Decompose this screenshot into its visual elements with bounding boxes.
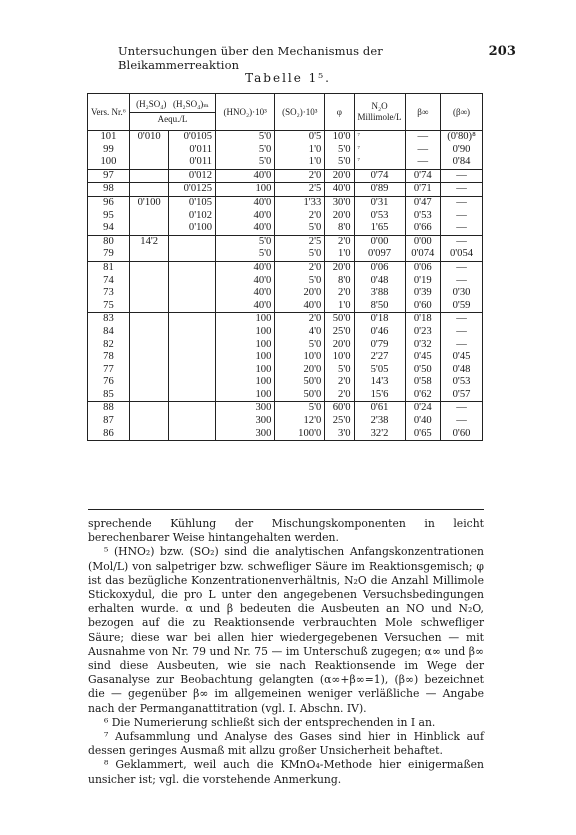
cell-vers: 100: [88, 156, 130, 169]
cell-h2so4m: 0'102: [169, 210, 216, 223]
cell-beta-inf-paren: —: [441, 261, 483, 274]
cell-h2so4m: [169, 339, 216, 352]
data-table: [87, 93, 483, 441]
cell-phi: 5'0: [325, 156, 354, 169]
cell-beta-inf-paren: 0'57: [441, 389, 483, 402]
cell-phi: 10'0: [325, 351, 354, 364]
cell-phi: 10'0: [325, 131, 354, 144]
table-body: [88, 131, 483, 441]
cell-n2o: 0'46: [354, 326, 405, 339]
cell-n2o: 0'06: [354, 261, 405, 274]
cell-h2so4: [129, 402, 169, 415]
cell-phi: 50'0: [325, 313, 354, 326]
header-n2o: N₂O Millimole/L: [354, 94, 405, 131]
cell-hno2: 40'0: [216, 261, 275, 274]
table-row: [88, 144, 483, 157]
header-aequ: Aequ./L: [157, 114, 188, 124]
cell-so2: 2'0: [275, 313, 325, 326]
table-row: [88, 376, 483, 389]
cell-h2so4m: 0'0105: [169, 131, 216, 144]
cell-phi: 20'0: [325, 261, 354, 274]
cell-so2: 50'0: [275, 389, 325, 402]
header-beta-inf-paren: (β∞): [441, 94, 483, 131]
cell-phi: 20'0: [325, 169, 354, 183]
cell-hno2: 100: [216, 339, 275, 352]
cell-phi: 2'0: [325, 235, 354, 248]
cell-h2so4: [129, 248, 169, 261]
cell-n2o: 3'88: [354, 287, 405, 300]
cell-h2so4: [129, 183, 169, 197]
cell-beta-inf: 0'62: [405, 389, 441, 402]
cell-vers: 96: [88, 196, 130, 209]
cell-h2so4m: 0'011: [169, 156, 216, 169]
cell-h2so4m: [169, 428, 216, 441]
cell-hno2: 300: [216, 415, 275, 428]
cell-beta-inf-paren: —: [441, 235, 483, 248]
table-row: [88, 275, 483, 288]
cell-n2o: 0'89: [354, 183, 405, 197]
running-title: Untersuchungen über den Mechanismus der Bleikammerreaktion: [118, 44, 383, 72]
cell-h2so4m: [169, 376, 216, 389]
cell-h2so4: [129, 351, 169, 364]
cell-so2: 1'0: [275, 156, 325, 169]
cell-beta-inf-paren: —: [441, 402, 483, 415]
cell-beta-inf-paren: —: [441, 339, 483, 352]
cell-hno2: 40'0: [216, 169, 275, 183]
table-row: [88, 428, 483, 441]
cell-beta-inf: 0'24: [405, 402, 441, 415]
cell-n2o: ⁷: [354, 156, 405, 169]
cell-h2so4m: [169, 402, 216, 415]
cell-beta-inf-paren: —: [441, 222, 483, 235]
cell-beta-inf-paren: 0'60: [441, 428, 483, 441]
cell-hno2: 100: [216, 389, 275, 402]
cell-beta-inf: 0'66: [405, 222, 441, 235]
cell-beta-inf-paren: —: [441, 169, 483, 183]
cell-phi: 20'0: [325, 339, 354, 352]
cell-hno2: 100: [216, 376, 275, 389]
cell-vers: 81: [88, 261, 130, 274]
cell-hno2: 40'0: [216, 275, 275, 288]
footnotes: [88, 517, 484, 787]
cell-h2so4m: 0'012: [169, 169, 216, 183]
cell-n2o: 0'61: [354, 402, 405, 415]
table-row: [88, 326, 483, 339]
cell-h2so4: [129, 144, 169, 157]
table-row: [88, 261, 483, 274]
cell-so2: 1'33: [275, 196, 325, 209]
table-row: [88, 131, 483, 144]
cell-h2so4: 14'2: [129, 235, 169, 248]
cell-so2: 2'5: [275, 183, 325, 197]
cell-h2so4m: [169, 261, 216, 274]
cell-n2o: ⁷: [354, 144, 405, 157]
cell-so2: 5'0: [275, 222, 325, 235]
cell-so2: 100'0: [275, 428, 325, 441]
cell-so2: 20'0: [275, 287, 325, 300]
cell-h2so4: [129, 300, 169, 313]
cell-so2: 20'0: [275, 364, 325, 377]
cell-n2o: 5'05: [354, 364, 405, 377]
cell-vers: 73: [88, 287, 130, 300]
cell-vers: 87: [88, 415, 130, 428]
cell-hno2: 5'0: [216, 248, 275, 261]
table-row: [88, 389, 483, 402]
cell-h2so4: [129, 376, 169, 389]
cell-phi: 2'0: [325, 287, 354, 300]
cell-h2so4m: [169, 235, 216, 248]
cell-hno2: 5'0: [216, 156, 275, 169]
cell-h2so4m: [169, 300, 216, 313]
cell-so2: 4'0: [275, 326, 325, 339]
cell-h2so4m: 0'105: [169, 196, 216, 209]
cell-vers: 80: [88, 235, 130, 248]
cell-so2: 5'0: [275, 275, 325, 288]
cell-beta-inf: 0'39: [405, 287, 441, 300]
cell-n2o: 32'2: [354, 428, 405, 441]
cell-h2so4m: [169, 326, 216, 339]
cell-n2o: 0'31: [354, 196, 405, 209]
cell-so2: 12'0: [275, 415, 325, 428]
cell-hno2: 100: [216, 364, 275, 377]
cell-h2so4m: [169, 275, 216, 288]
cell-phi: 8'0: [325, 222, 354, 235]
cell-beta-inf-paren: 0'59: [441, 300, 483, 313]
cell-beta-inf-paren: 0'054: [441, 248, 483, 261]
cell-h2so4m: [169, 287, 216, 300]
footnote-6: ⁶ Die Numerierung schließt sich der entsprechenden in I an.: [104, 715, 436, 729]
cell-beta-inf: 0'23: [405, 326, 441, 339]
table-row: [88, 339, 483, 352]
cell-beta-inf-paren: —: [441, 196, 483, 209]
cell-h2so4: [129, 389, 169, 402]
cell-vers: 74: [88, 275, 130, 288]
cell-so2: 5'0: [275, 248, 325, 261]
cell-vers: 94: [88, 222, 130, 235]
cell-h2so4m: [169, 389, 216, 402]
header-phi: φ: [325, 94, 354, 131]
cell-phi: 1'0: [325, 248, 354, 261]
cell-so2: 5'0: [275, 402, 325, 415]
cell-n2o: 0'79: [354, 339, 405, 352]
table-row: [88, 313, 483, 326]
cell-phi: 60'0: [325, 402, 354, 415]
cell-n2o: 14'3: [354, 376, 405, 389]
cell-vers: 77: [88, 364, 130, 377]
table-row: [88, 248, 483, 261]
table-row: [88, 183, 483, 197]
cell-h2so4: 0'100: [129, 196, 169, 209]
table-row: [88, 222, 483, 235]
cell-vers: 83: [88, 313, 130, 326]
cell-vers: 86: [88, 428, 130, 441]
cell-beta-inf: 0'40: [405, 415, 441, 428]
cell-vers: 76: [88, 376, 130, 389]
cell-phi: 25'0: [325, 326, 354, 339]
cell-beta-inf-paren: 0'45: [441, 351, 483, 364]
cell-hno2: 40'0: [216, 196, 275, 209]
cell-beta-inf: 0'58: [405, 376, 441, 389]
cell-phi: 2'0: [325, 376, 354, 389]
table-caption: Tabelle 1⁵.: [245, 71, 331, 85]
table-row: [88, 364, 483, 377]
cell-beta-inf: 0'19: [405, 275, 441, 288]
cell-vers: 75: [88, 300, 130, 313]
footnote-5: ⁵ (HNO₂) bzw. (SO₂) sind die analytischen Anfangskonzentrationen (Mol/L) von salpetriger bzw. schwefliger Säure im Reaktionsgemisch; φ ist das bezügliche Konzentrationenverhältnis, N₂O die Anzahl Millimole Stickoxydul, die pro L unter den angegebenen Versuchsbedingungen erhalten wurde. α und β bedeuten die Ausbeuten an NO und N₂O, bezogen auf die zu Reaktionsende verbrauchten Mole schwefliger Säure; diese war bei allen hier wiedergegebenen Versuchen — mit Ausnahme von Nr. 79 und Nr. 75 — im Unterschuß zugegen; α∞ und β∞ sind diese Ausbeuten, wie sie nach Reaktionsende im Wege der Gasanalyse zur Beobachtung gelangten (α∞+β∞=1), (β∞) bezeichnet die — gegenüber β∞ im allgemeinen weniger verläßliche — Angabe nach der Permanganattitration (vgl. I. Abschn. IV).: [88, 545, 484, 715]
cell-n2o: 0'53: [354, 210, 405, 223]
cell-beta-inf: —: [405, 144, 441, 157]
table-row: [88, 300, 483, 313]
cell-h2so4m: [169, 364, 216, 377]
cell-hno2: 40'0: [216, 222, 275, 235]
cell-beta-inf-paren: 0'53: [441, 376, 483, 389]
cell-n2o: 2'27: [354, 351, 405, 364]
cell-so2: 2'0: [275, 261, 325, 274]
table-row: [88, 402, 483, 415]
cell-vers: 84: [88, 326, 130, 339]
cell-hno2: 100: [216, 183, 275, 197]
cell-vers: 82: [88, 339, 130, 352]
cell-h2so4m: [169, 313, 216, 326]
cell-n2o: ⁷: [354, 131, 405, 144]
cell-h2so4: [129, 261, 169, 274]
cell-h2so4: [129, 287, 169, 300]
table-row: [88, 351, 483, 364]
cell-beta-inf: 0'71: [405, 183, 441, 197]
cell-phi: 8'0: [325, 275, 354, 288]
header-so2: (SO₂)·10³: [275, 94, 325, 131]
cell-vers: 98: [88, 183, 130, 197]
cell-beta-inf: 0'45: [405, 351, 441, 364]
cell-n2o: 1'65: [354, 222, 405, 235]
cell-hno2: 300: [216, 428, 275, 441]
cell-phi: 25'0: [325, 415, 354, 428]
cell-h2so4: [129, 275, 169, 288]
cell-so2: 2'0: [275, 210, 325, 223]
cell-h2so4: 0'010: [129, 131, 169, 144]
header-acid-group: [129, 94, 215, 131]
cell-n2o: 0'74: [354, 169, 405, 183]
cell-h2so4: [129, 339, 169, 352]
cell-hno2: 5'0: [216, 131, 275, 144]
table-row: [88, 210, 483, 223]
cell-beta-inf-paren: —: [441, 183, 483, 197]
cell-h2so4m: 0'011: [169, 144, 216, 157]
cell-beta-inf: 0'32: [405, 339, 441, 352]
cell-hno2: 300: [216, 402, 275, 415]
cell-phi: 1'0: [325, 300, 354, 313]
cell-n2o: 0'097: [354, 248, 405, 261]
cell-hno2: 5'0: [216, 235, 275, 248]
cell-so2: 1'0: [275, 144, 325, 157]
cell-vers: 78: [88, 351, 130, 364]
cell-beta-inf-paren: 0'90: [441, 144, 483, 157]
cell-so2: 2'5: [275, 235, 325, 248]
cell-so2: 50'0: [275, 376, 325, 389]
cell-vers: 85: [88, 389, 130, 402]
cell-beta-inf: 0'60: [405, 300, 441, 313]
footnote-7: ⁷ Aufsammlung und Analyse des Gases sind hier in Hinblick auf dessen geringes Ausmaß mit allzu großer Unsicherheit behaftet.: [88, 730, 484, 758]
cell-vers: 99: [88, 144, 130, 157]
table-row: [88, 415, 483, 428]
table-row: [88, 235, 483, 248]
cell-beta-inf-paren: (0'80)⁸: [441, 131, 483, 144]
header-h2so4m: (H₂SO₄)ₘ: [172, 99, 209, 109]
cell-h2so4: [129, 222, 169, 235]
cell-n2o: 2'38: [354, 415, 405, 428]
table-header-row: [88, 94, 483, 131]
cell-h2so4: [129, 313, 169, 326]
footnote-8: ⁸ Geklammert, weil auch die KMnO₄-Methode hier einigermaßen unsicher ist; vgl. die vorstehende Anmerkung.: [88, 758, 484, 786]
cell-h2so4: [129, 364, 169, 377]
cell-n2o: 8'50: [354, 300, 405, 313]
cell-h2so4: [129, 326, 169, 339]
cell-phi: 3'0: [325, 428, 354, 441]
cell-beta-inf: 0'65: [405, 428, 441, 441]
cell-hno2: 5'0: [216, 144, 275, 157]
cell-phi: 2'0: [325, 389, 354, 402]
cell-h2so4: [129, 428, 169, 441]
cell-beta-inf: 0'06: [405, 261, 441, 274]
cell-h2so4m: [169, 351, 216, 364]
cell-n2o: 0'18: [354, 313, 405, 326]
cell-h2so4: [129, 156, 169, 169]
cell-phi: 20'0: [325, 210, 354, 223]
cell-vers: 79: [88, 248, 130, 261]
cell-beta-inf-paren: 0'30: [441, 287, 483, 300]
cell-h2so4: [129, 415, 169, 428]
cell-h2so4: [129, 210, 169, 223]
table-row: [88, 287, 483, 300]
cell-hno2: 100: [216, 326, 275, 339]
cell-beta-inf: 0'074: [405, 248, 441, 261]
running-header: [118, 44, 516, 72]
cell-so2: 10'0: [275, 351, 325, 364]
header-divider: [130, 112, 215, 113]
cell-n2o: 0'00: [354, 235, 405, 248]
cell-beta-inf-paren: —: [441, 275, 483, 288]
footnote-rule: [88, 509, 484, 510]
cell-phi: 5'0: [325, 144, 354, 157]
cell-h2so4m: [169, 415, 216, 428]
cell-beta-inf-paren: —: [441, 415, 483, 428]
header-h2so4: (H₂SO₄): [136, 99, 167, 109]
cell-beta-inf-paren: —: [441, 326, 483, 339]
header-hno2: (HNO₂)·10³: [216, 94, 275, 131]
cell-so2: 5'0: [275, 339, 325, 352]
cell-so2: 40'0: [275, 300, 325, 313]
cell-beta-inf: 0'50: [405, 364, 441, 377]
cell-hno2: 40'0: [216, 210, 275, 223]
cell-hno2: 40'0: [216, 300, 275, 313]
cell-hno2: 100: [216, 351, 275, 364]
cell-vers: 88: [88, 402, 130, 415]
cell-phi: 30'0: [325, 196, 354, 209]
cell-vers: 95: [88, 210, 130, 223]
cell-beta-inf: —: [405, 131, 441, 144]
cell-vers: 97: [88, 169, 130, 183]
cell-beta-inf: 0'47: [405, 196, 441, 209]
cell-phi: 5'0: [325, 364, 354, 377]
cell-so2: 2'0: [275, 169, 325, 183]
cell-h2so4: [129, 169, 169, 183]
cell-beta-inf: 0'18: [405, 313, 441, 326]
cell-beta-inf-paren: 0'84: [441, 156, 483, 169]
cell-h2so4m: [169, 248, 216, 261]
header-vers: Vers. Nr.⁶: [88, 94, 130, 131]
footnote-continuation: sprechende Kühlung der Mischungskomponenten in leicht berechenbarer Weise hintangehalten werden.: [88, 517, 484, 545]
cell-hno2: 40'0: [216, 287, 275, 300]
table-row: [88, 196, 483, 209]
cell-beta-inf: 0'00: [405, 235, 441, 248]
cell-beta-inf-paren: —: [441, 210, 483, 223]
cell-beta-inf-paren: 0'48: [441, 364, 483, 377]
page-number: 203: [488, 44, 516, 59]
cell-h2so4m: 0'100: [169, 222, 216, 235]
cell-beta-inf: 0'53: [405, 210, 441, 223]
cell-beta-inf: 0'74: [405, 169, 441, 183]
cell-vers: 101: [88, 131, 130, 144]
table-row: [88, 156, 483, 169]
cell-n2o: 15'6: [354, 389, 405, 402]
header-beta-inf: β∞: [405, 94, 441, 131]
cell-hno2: 100: [216, 313, 275, 326]
cell-phi: 40'0: [325, 183, 354, 197]
cell-h2so4m: 0'0125: [169, 183, 216, 197]
cell-beta-inf-paren: —: [441, 313, 483, 326]
table-row: [88, 169, 483, 183]
cell-beta-inf: —: [405, 156, 441, 169]
cell-n2o: 0'48: [354, 275, 405, 288]
cell-so2: 0'5: [275, 131, 325, 144]
